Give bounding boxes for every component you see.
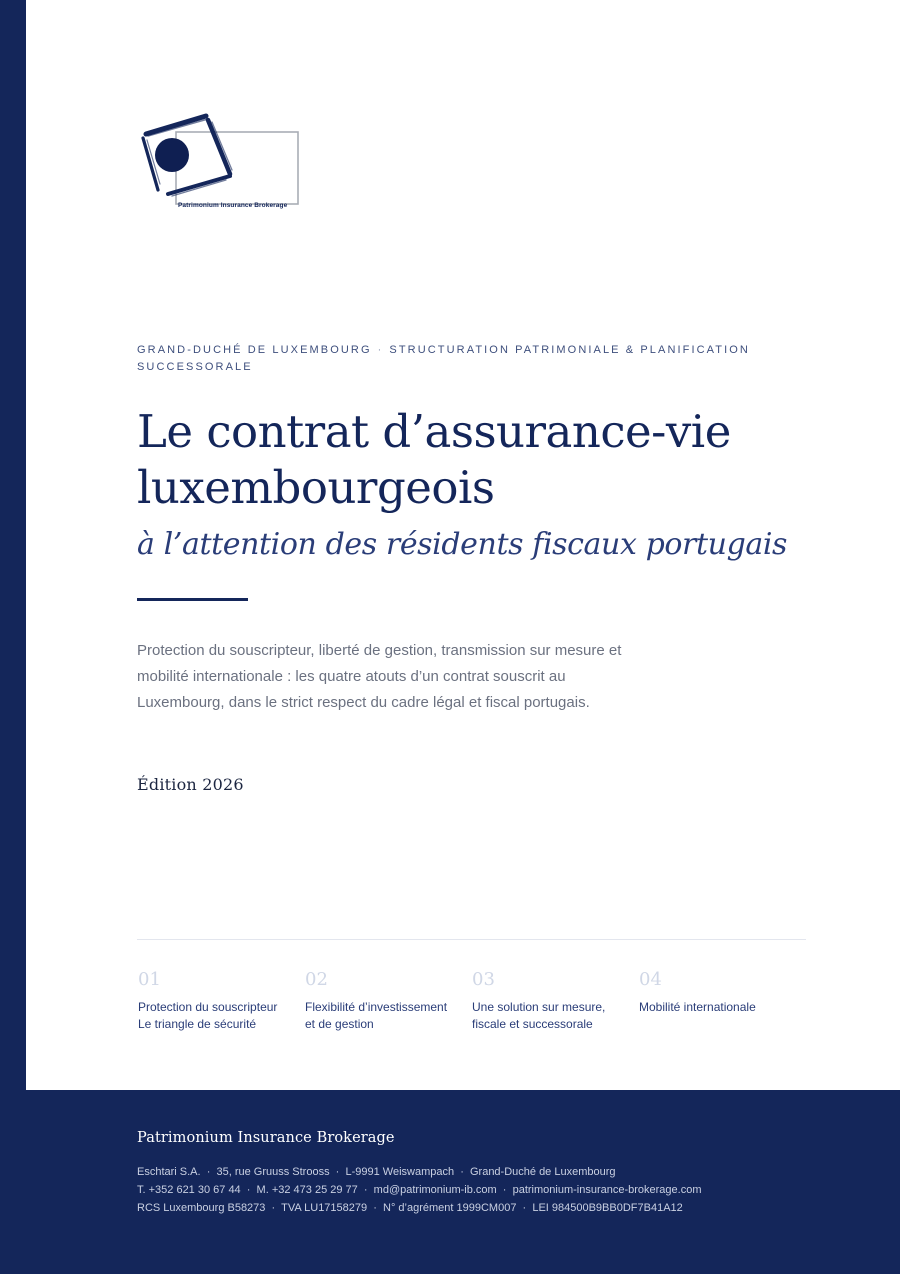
pillar-label [305,999,464,1033]
footer-brand-name: Patrimonium Insurance Brokerage [137,1130,395,1146]
footer-address-line: Eschtari S.A. · 35, rue Gruuss Strooss · L-9991 Weiswampach · Grand-Duché de Luxembourg [137,1166,616,1178]
kicker-separator: · [377,344,384,356]
logo-caption: Patrimonium Insurance Brokerage [178,202,288,209]
page-footer [0,1090,900,1274]
left-accent-band [0,0,26,1090]
footer-contact-line: T. +352 621 30 67 44 · M. +32 473 25 29 77 · md@patrimonium-ib.com · patrimonium-insurance-brokerage.com [137,1184,702,1196]
pillars-list [138,968,808,1033]
document-kicker [137,342,787,376]
pillar-label-line-1: Mobilité internationale [639,1000,756,1014]
pillar-label-line-2: fiscale et successorale [472,1017,593,1031]
pillar-number: 03 [472,969,495,990]
pillar-label-line-1: Flexibilité d’investissement [305,1000,448,1014]
pillar-item [472,968,639,1033]
pillar-label [138,999,297,1033]
document-subtitle: à l’attention des résidents fiscaux portugais [137,527,788,562]
title-line-2: luxembourgeois [137,461,495,514]
pillar-item [138,968,305,1033]
pillar-label-line-1: Protection du souscripteur [138,1000,278,1014]
pillar-item [305,968,472,1033]
section-divider [137,939,806,940]
bottom-margin-strip [0,1274,900,1282]
patrimonium-logo-mark-icon [138,110,304,216]
pillar-label-line-1: Une solution sur mesure, [472,1000,606,1014]
edition-label: Édition 2026 [137,775,244,794]
pillar-number: 04 [639,969,662,990]
title-line-1: Le contrat d’assurance-vie [137,405,731,458]
footer-registration-line: RCS Luxembourg B58273 · TVA LU17158279 · N° d’agrément 1999CM007 · LEI 984500B9BB0DF7B41A12 [137,1202,683,1214]
pillar-item [639,968,806,1033]
kicker-region: GRAND-DUCHÉ DE LUXEMBOURG [137,344,372,356]
company-logo [138,110,304,216]
pillar-label-line-2: et de gestion [305,1017,374,1031]
intro-paragraph: Protection du souscripteur, liberté de gestion, transmission sur mesure et mobilité internationale : les quatre atouts d’un contrat souscrit au Luxembourg, dans le strict respect du cadre légal et fiscal portugais. [137,642,622,711]
title-underline-divider [137,598,248,601]
pillar-label [639,999,798,1016]
pillar-number: 01 [138,969,161,990]
pillar-number: 02 [305,969,328,990]
pillar-label [472,999,631,1033]
kicker-topic: STRUCTURATION PATRIMONIALE & PLANIFICATION SUCCESSORALE [137,344,750,373]
document-title [137,404,857,516]
pillar-label-line-2: Le triangle de sécurité [138,1017,257,1031]
footer-company-details [137,1163,702,1217]
